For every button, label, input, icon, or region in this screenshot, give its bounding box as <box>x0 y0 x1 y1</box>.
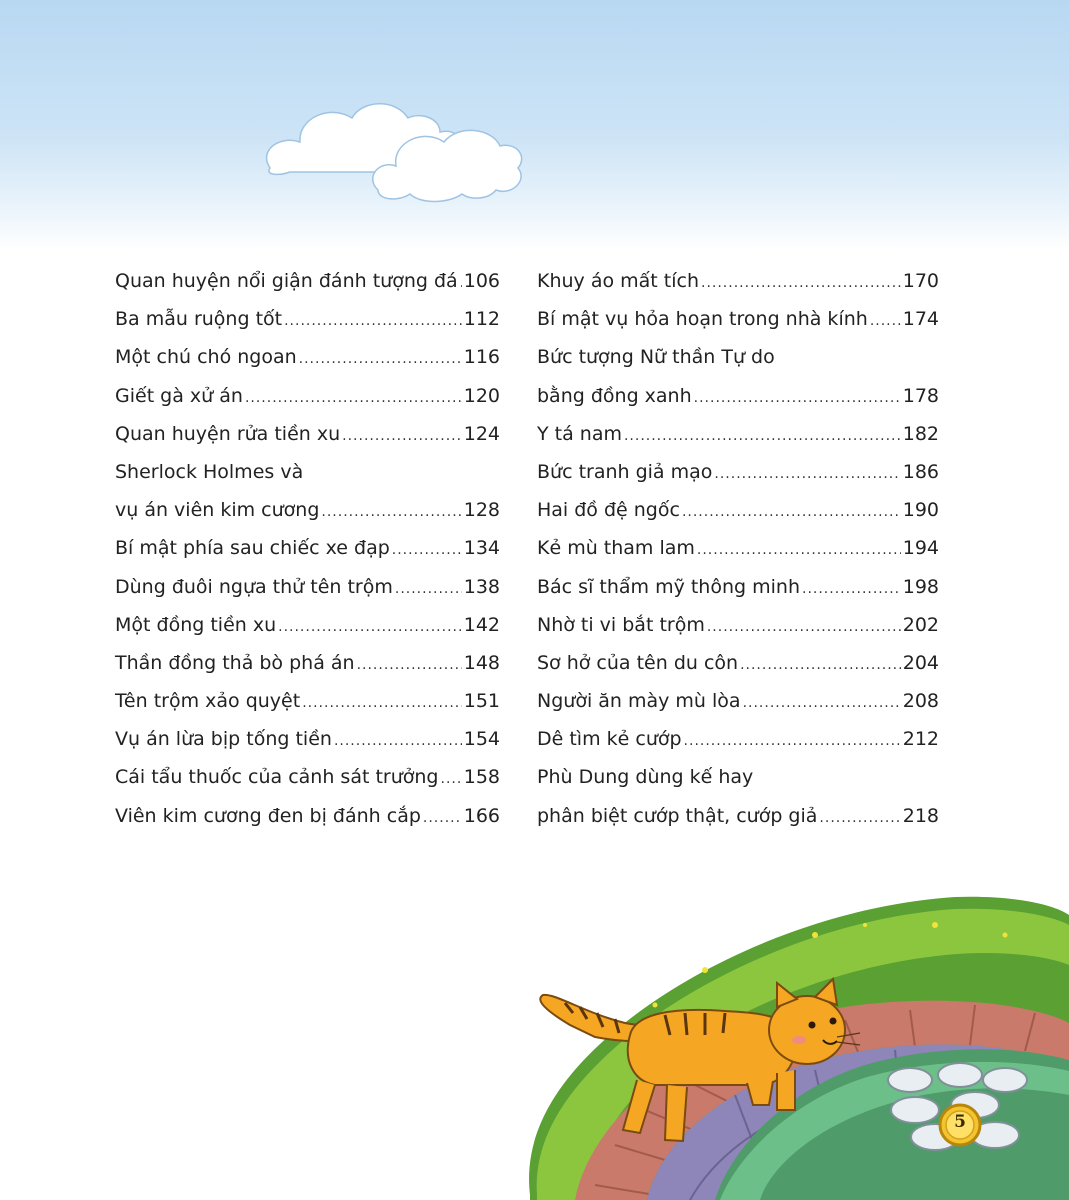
toc-entry-page: 116 <box>463 346 500 369</box>
toc-entry-page: 138 <box>463 575 500 598</box>
leader-dots <box>870 302 901 340</box>
leader-dots <box>357 646 462 684</box>
toc-entry-title: Bức tượng Nữ thần Tự do <box>537 346 775 369</box>
toc-entry-page: 120 <box>463 384 500 407</box>
toc-entry-title: Dùng đuôi ngựa thử tên trộm <box>115 575 393 598</box>
toc-entry[interactable] <box>537 568 939 606</box>
toc-entry-page: 194 <box>902 537 939 560</box>
toc-entry-page: 128 <box>463 499 500 522</box>
toc-entry[interactable] <box>537 682 939 720</box>
toc-entry[interactable] <box>537 415 939 453</box>
toc-entry[interactable] <box>115 491 500 529</box>
toc-entry-title: Tên trộm xảo quyệt <box>115 690 301 713</box>
leader-dots <box>423 799 462 837</box>
toc-entry[interactable] <box>537 529 939 567</box>
leader-dots <box>682 493 901 531</box>
toc-entry-title: Dê tìm kẻ cướp <box>537 728 682 751</box>
toc-left-column <box>115 262 500 835</box>
leader-dots <box>694 379 901 417</box>
toc-entry[interactable] <box>537 262 939 300</box>
leader-dots <box>245 379 462 417</box>
toc-entry[interactable] <box>115 300 500 338</box>
toc-entry-page: 178 <box>902 384 939 407</box>
page-number: 5 <box>954 1112 966 1132</box>
toc-entry-title: vụ án viên kim cương <box>115 499 320 522</box>
leader-dots <box>714 455 900 493</box>
toc-entry-title: Viên kim cương đen bị đánh cắp <box>115 804 421 827</box>
toc-entry[interactable] <box>537 377 939 415</box>
toc-entry-page: 204 <box>902 651 939 674</box>
leader-dots <box>740 646 901 684</box>
leader-dots <box>743 684 901 722</box>
toc-entry-page: 182 <box>902 422 939 445</box>
leader-dots <box>697 531 901 569</box>
toc-entry-title: phân biệt cướp thật, cướp giả <box>537 804 818 827</box>
toc-entry-title: Quan huyện nổi giận đánh tượng đá <box>115 270 458 292</box>
toc-entry-title: Quan huyện rửa tiền xu <box>115 422 341 445</box>
cloud-icon <box>0 0 1069 250</box>
toc-entry-page: 218 <box>902 804 939 827</box>
toc-entry[interactable] <box>115 415 500 453</box>
leader-dots <box>684 722 901 760</box>
toc-entry-page: 158 <box>463 766 500 789</box>
toc-entry-page: 202 <box>902 613 939 636</box>
leader-dots <box>441 760 462 798</box>
toc-entry-title: Sherlock Holmes và <box>115 460 304 483</box>
toc-entry-title: Kẻ mù tham lam <box>537 537 695 560</box>
toc-entry-title: Bác sĩ thẩm mỹ thông minh <box>537 575 800 598</box>
leader-dots <box>624 417 901 455</box>
leader-dots <box>284 302 462 340</box>
leader-dots <box>707 608 901 646</box>
toc-entry-page: 148 <box>463 651 500 674</box>
toc-entry-title: Ba mẫu ruộng tốt <box>115 308 283 331</box>
toc-entry[interactable] <box>537 300 939 338</box>
toc-entry-title: Hai đồ đệ ngốc <box>537 499 680 522</box>
leader-dots <box>302 684 462 722</box>
toc-entry-page: 208 <box>902 690 939 713</box>
leader-dots <box>334 722 462 760</box>
toc-entry-page: 124 <box>463 422 500 445</box>
toc-entry[interactable] <box>537 644 939 682</box>
toc-entry-title: Thần đồng thả bò phá án <box>115 651 355 674</box>
toc-entry-title: bằng đồng xanh <box>537 384 692 407</box>
toc-entry[interactable] <box>537 606 939 644</box>
leader-dots <box>460 264 462 302</box>
toc-entry[interactable] <box>115 262 500 300</box>
leader-dots <box>802 570 901 608</box>
toc-entry[interactable] <box>115 720 500 758</box>
toc-entry-title: Một chú chó ngoan <box>115 346 297 369</box>
toc-entry-title: Phù Dung dùng kế hay <box>537 766 754 789</box>
toc-entry[interactable] <box>115 758 500 796</box>
toc-entry[interactable] <box>115 682 500 720</box>
toc-entry[interactable] <box>537 797 939 835</box>
toc-entry-continued[interactable] <box>115 453 500 491</box>
toc-entry-continued[interactable] <box>537 338 939 376</box>
toc-entry-title: Y tá nam <box>537 422 622 445</box>
leader-dots <box>701 264 901 302</box>
toc-entry-page: 112 <box>463 308 500 331</box>
toc-entry-page: 198 <box>902 575 939 598</box>
toc-entry[interactable] <box>115 797 500 835</box>
toc-entry-title: Nhờ ti vi bắt trộm <box>537 613 705 636</box>
toc-entry[interactable] <box>537 720 939 758</box>
toc-entry-title: Vụ án lừa bịp tống tiền <box>115 728 332 751</box>
toc-entry-title: Bức tranh giả mạo <box>537 460 713 483</box>
toc-entry[interactable] <box>537 491 939 529</box>
toc-entry-page: 134 <box>463 537 500 560</box>
toc-entry[interactable] <box>537 453 939 491</box>
leader-dots <box>392 531 462 569</box>
toc-entry-title: Sơ hở của tên du côn <box>537 651 739 674</box>
toc-entry[interactable] <box>115 606 500 644</box>
toc-entry-page: 170 <box>902 270 939 292</box>
leader-dots <box>819 799 900 837</box>
toc-entry-title: Một đồng tiền xu <box>115 613 277 636</box>
leader-dots <box>395 570 462 608</box>
toc-entry-page: 166 <box>463 804 500 827</box>
toc-entry-page: 151 <box>463 690 500 713</box>
toc-entry-title: Giết gà xử án <box>115 384 243 407</box>
toc-entry[interactable] <box>115 644 500 682</box>
toc-entry-continued[interactable] <box>537 758 939 796</box>
toc-entry-page: 186 <box>902 460 939 483</box>
toc-entry-title: Bí mật phía sau chiếc xe đạp <box>115 537 390 560</box>
leader-dots <box>278 608 462 646</box>
toc-entry[interactable] <box>115 377 500 415</box>
toc-entry-title: Cái tẩu thuốc của cảnh sát trưởng <box>115 766 439 789</box>
toc-entry[interactable] <box>115 568 500 606</box>
leader-dots <box>321 493 461 531</box>
toc-entry-page: 174 <box>902 308 939 331</box>
toc-entry-page: 190 <box>902 499 939 522</box>
toc-entry-page: 142 <box>463 613 500 636</box>
toc-entry[interactable] <box>115 338 500 376</box>
toc-entry-title: Người ăn mày mù lòa <box>537 690 741 713</box>
toc-entry-page: 154 <box>463 728 500 751</box>
toc-entry-title: Khuy áo mất tích <box>537 270 699 292</box>
toc-entry[interactable] <box>115 529 500 567</box>
cat-illustration <box>515 895 1069 1200</box>
toc-entry-page: 212 <box>902 728 939 751</box>
toc-entry-page: 106 <box>463 270 500 292</box>
toc-entry-title: Bí mật vụ hỏa hoạn trong nhà kính <box>537 308 868 331</box>
leader-dots <box>342 417 462 455</box>
toc-right-column <box>537 262 939 835</box>
leader-dots <box>299 340 462 378</box>
